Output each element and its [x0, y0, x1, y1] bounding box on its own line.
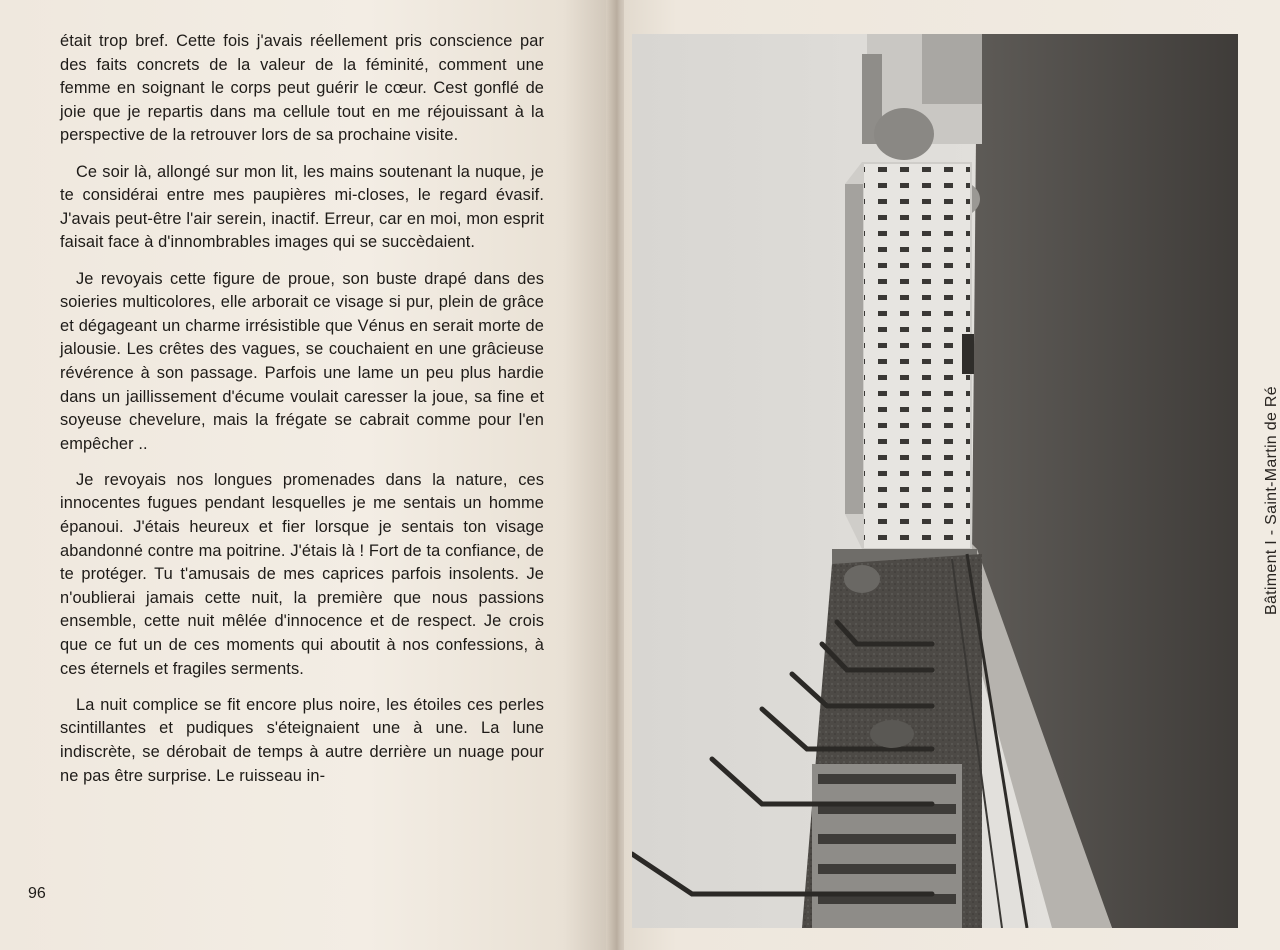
- page-number: 96: [28, 885, 46, 902]
- paragraph-1: était trop bref. Cette fois j'avais réellement pris conscience par des faits concrets de la valeur de la féminité, comment une femme en soignant le corps peut guérir le cœur. Cest gonflé de joie que je repartis dans ma cellule tout en me réjouissant à la perspective de la retrouver lors de sa prochaine visite.: [60, 32, 544, 145]
- paragraph-2: Ce soir là, allongé sur mon lit, les mains soutenant la nuque, je te considérai entre mes paupières mi-closes, le regard évasif. J'avais peut-être l'air serein, inactif. Erreur, car en moi, mon esprit faisait face à d'innombrables images qui se succèdaient.: [60, 162, 544, 252]
- paragraph-4: Je revoyais nos longues promenades dans la nature, ces innocentes fugues pendant lesquelles je me sentais un homme épanoui. J'étais heureux et fier lorsque je sentais ton visage abandonné contre ma poitrine. J'étais là ! Fort de ta confiance, de te protéger. Tu t'amusais de mes caprices parfois insolents. Je n'oublierai jamais cette nuit, la première que nous passions ensemble, cette nuit mêlée d'innocence et de respect. Je crois que ce fut un de ces moments qui aboutit à nos confessions, à ces éternels et fragiles serments.: [60, 470, 544, 678]
- paragraph-5: La nuit complice se fit encore plus noire, les étoiles ces perles scintillantes et pudiques s'éteignaient une à une. La lune indiscrète, se dérobait de temps à autre derrière un nuage pour ne pas être surprise. Le ruisseau in-: [60, 695, 544, 785]
- photo-illustration: [632, 34, 1238, 928]
- paragraph-3: Je revoyais cette figure de proue, son buste drapé dans des soieries multicolores, elle arborait ce visage si pur, plein de grâce et dégageant un charme irrésistible que Vénus en serait morte de jalousie. Les crêtes des vagues, se couchaient en une grâcieuse révérence à son passage. Parfois une lame un peu plus hardie dans un jaillissement d'écume voulait caresser la joue, sa fine et soyeuse chevelure, mais la frégate se cabrait comme pour l'en empêcher ..: [60, 269, 544, 453]
- left-page: [0, 0, 612, 950]
- body-text: [60, 30, 544, 801]
- prison-building-photo: [632, 34, 1238, 928]
- photo-caption: Bâtiment I - Saint-Martin de Ré: [1263, 386, 1280, 615]
